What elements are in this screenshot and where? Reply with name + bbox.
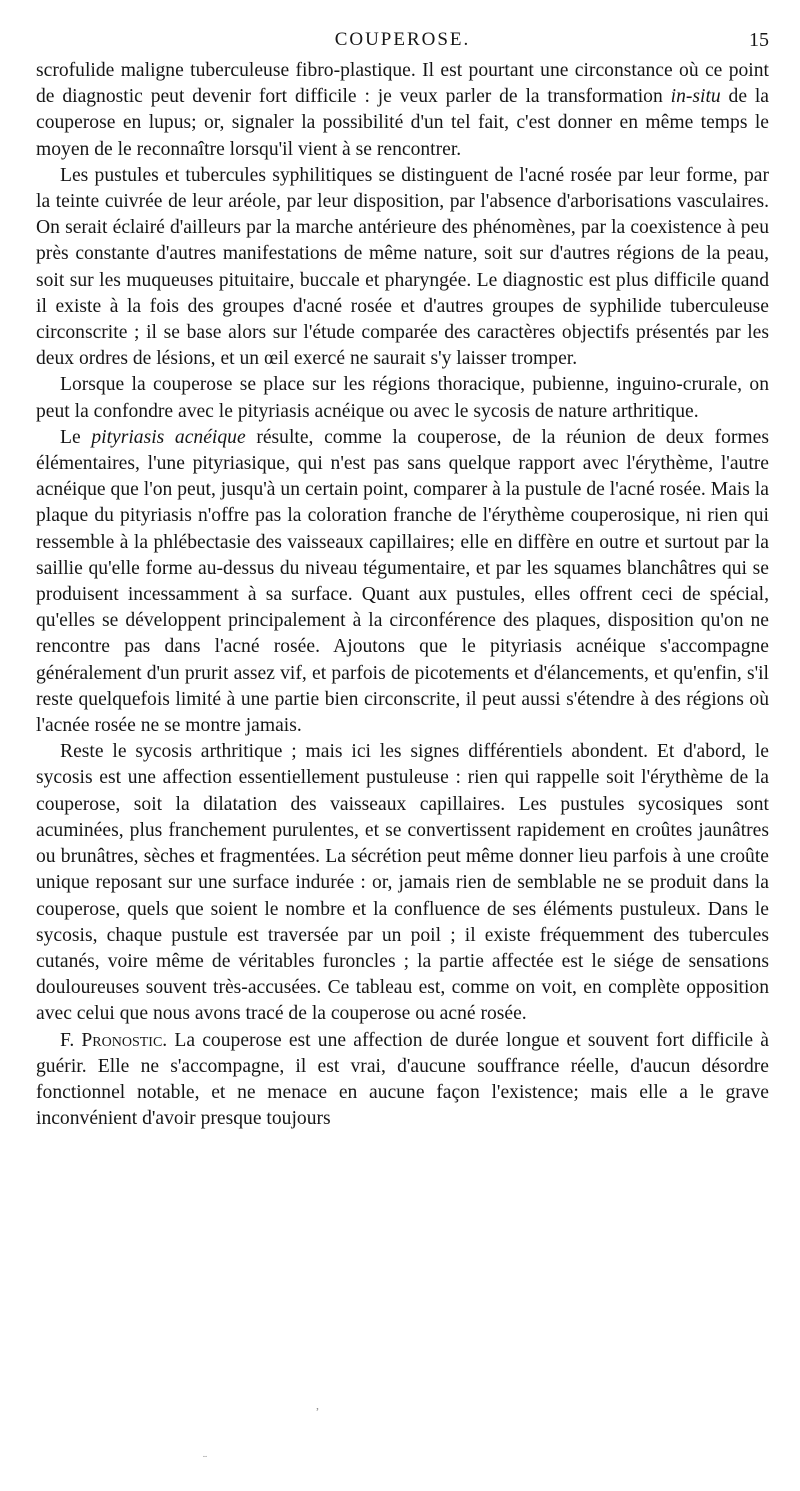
running-title: COUPEROSE. <box>334 29 471 50</box>
paragraph-text: Les pustules et tubercules syphilitiques se distinguent de l'acné rosée par leur forme, par la teinte cuivrée de leur aréole, par leur disposition, par l'absence d'arborisations vasculaires. On serait éclairé d'ailleurs par la marche antérieure des phénomènes, par la coexistence à peu près constante d'autres manifestations de même nature, soit sur d'autres régions de la peau, soit sur les muqueuses pituitaire, buccale et pharyngée. Le diagnostic est plus difficile quand il existe à la fois des groupes d'acné rosée et d'autres groupes de syphilide tuberculeuse circonscrite ; il se base alors sur l'étude comparée des caractères objectifs présentés par les deux ordres de lésions, et un œil exercé ne saurait s'y laisser tromper. <box>36 164 769 370</box>
paragraph-p3 <box>36 372 769 424</box>
paragraph-text: F. <box>60 1029 82 1051</box>
paragraph-text: résulte, comme la couperose, de la réunion de deux formes élémentaires, l'une pityriasique, qui n'est pas sans quelque rapport avec l'érythème, l'autre acnéique que l'on peut, jusqu'à un certain point, comparer à la pustule de l'acné rosée. Mais la plaque du pityriasis n'offre pas la coloration franche de l'érythème couperosique, ni rien qui ressemble à la phlébectasie des vaisseaux capillaires; elle en diffère en outre et surtout par la saillie qu'elle forme au-dessus du niveau tégumentaire, et par les squames blanchâtres qui se produisent incessamment à sa surface. Quant aux pustules, elles offrent ceci de spécial, qu'elles se développent principalement à la circonférence des plaques, disposition qu'on ne rencontre pas dans l'acné rosée. Ajoutons que le pityriasis acnéique s'accompagne généralement d'un prurit assez vif, et parfois de picotements et d'élancements, et qu'enfin, s'il reste quelquefois limité à une partie bien circonscrite, il peut aussi s'étendre à des régions où l'acnée rosée ne se montre jamais. <box>36 426 769 737</box>
paragraph-p6 <box>36 1028 769 1133</box>
paragraph-text: Reste le sycosis arthritique ; mais ici les signes différentiels abondent. Et d'abord, le sycosis est une affection essentiellement pustuleuse : rien qui rappelle soit l'érythème de la couperose, soit la dilatation des vaisseaux capillaires. Les pustules sycosiques sont acuminées, plus franchement purulentes, et se convertissent rapidement en croûtes jaunâtres ou brunâtres, sèches et fragmentées. La sécrétion peut même donner lieu parfois à une croûte unique reposant sur une surface indurée : or, jamais rien de semblable ne se produit dans la couperose, quels que soient le nombre et la confluence de ses éléments pustuleux. Dans le sycosis, chaque pustule est traversée par un poil ; il existe fréquemment des tubercules cutanés, voire même de véritables furoncles ; la partie affectée est le siége de sensations douloureuses souvent très-accusées. Ce tableau est, comme on voit, en complète opposition avec celui que nous avons tracé de la couperose ou acné rosée. <box>36 741 769 1025</box>
running-header <box>36 26 769 58</box>
italic-term: in-situ <box>670 86 721 108</box>
paragraph-text: scrofulide maligne tuberculeuse fibro-plastique. Il est pourtant une circonstance où ce point de diagnostic peut devenir fort difficile : je veux parler de la transformation <box>36 60 769 108</box>
book-page <box>36 26 769 1132</box>
paragraph-text: La couperose est une affection de durée longue et souvent fort difficile à guérir. Elle ne s'accompagne, il est vrai, d'aucune souffrance réelle, d'aucun désordre fonctionnel notable, et ne menace en aucune façon l'existence; mais elle a le grave inconvénient d'avoir presque toujours <box>36 1029 770 1130</box>
paragraph-p4 <box>36 425 769 739</box>
margin-mark: , <box>316 1398 319 1412</box>
section-heading: Pronostic. <box>81 1029 168 1051</box>
paragraph-p5 <box>36 739 769 1027</box>
paragraph-p1 <box>36 58 769 163</box>
italic-term: pityriasis acnéique <box>91 426 246 448</box>
paragraph-text: Le <box>60 426 92 448</box>
page-number: 15 <box>749 29 769 51</box>
paragraph-text: Lorsque la couperose se place sur les régions thoracique, pubienne, inguino-crurale, on peut la confondre avec le pityriasis acnéique ou avec le sycosis de nature arthritique. <box>36 374 769 422</box>
paragraph-text: de la couperose en lupus; or, signaler la possibilité d'un tel fait, c'est donner en même temps le moyen de le reconnaître lorsqu'il vient à se rencontrer. <box>36 86 769 160</box>
paragraph-p2 <box>36 163 769 373</box>
body-text <box>36 58 769 1132</box>
margin-mark: ¨ <box>203 1452 207 1466</box>
